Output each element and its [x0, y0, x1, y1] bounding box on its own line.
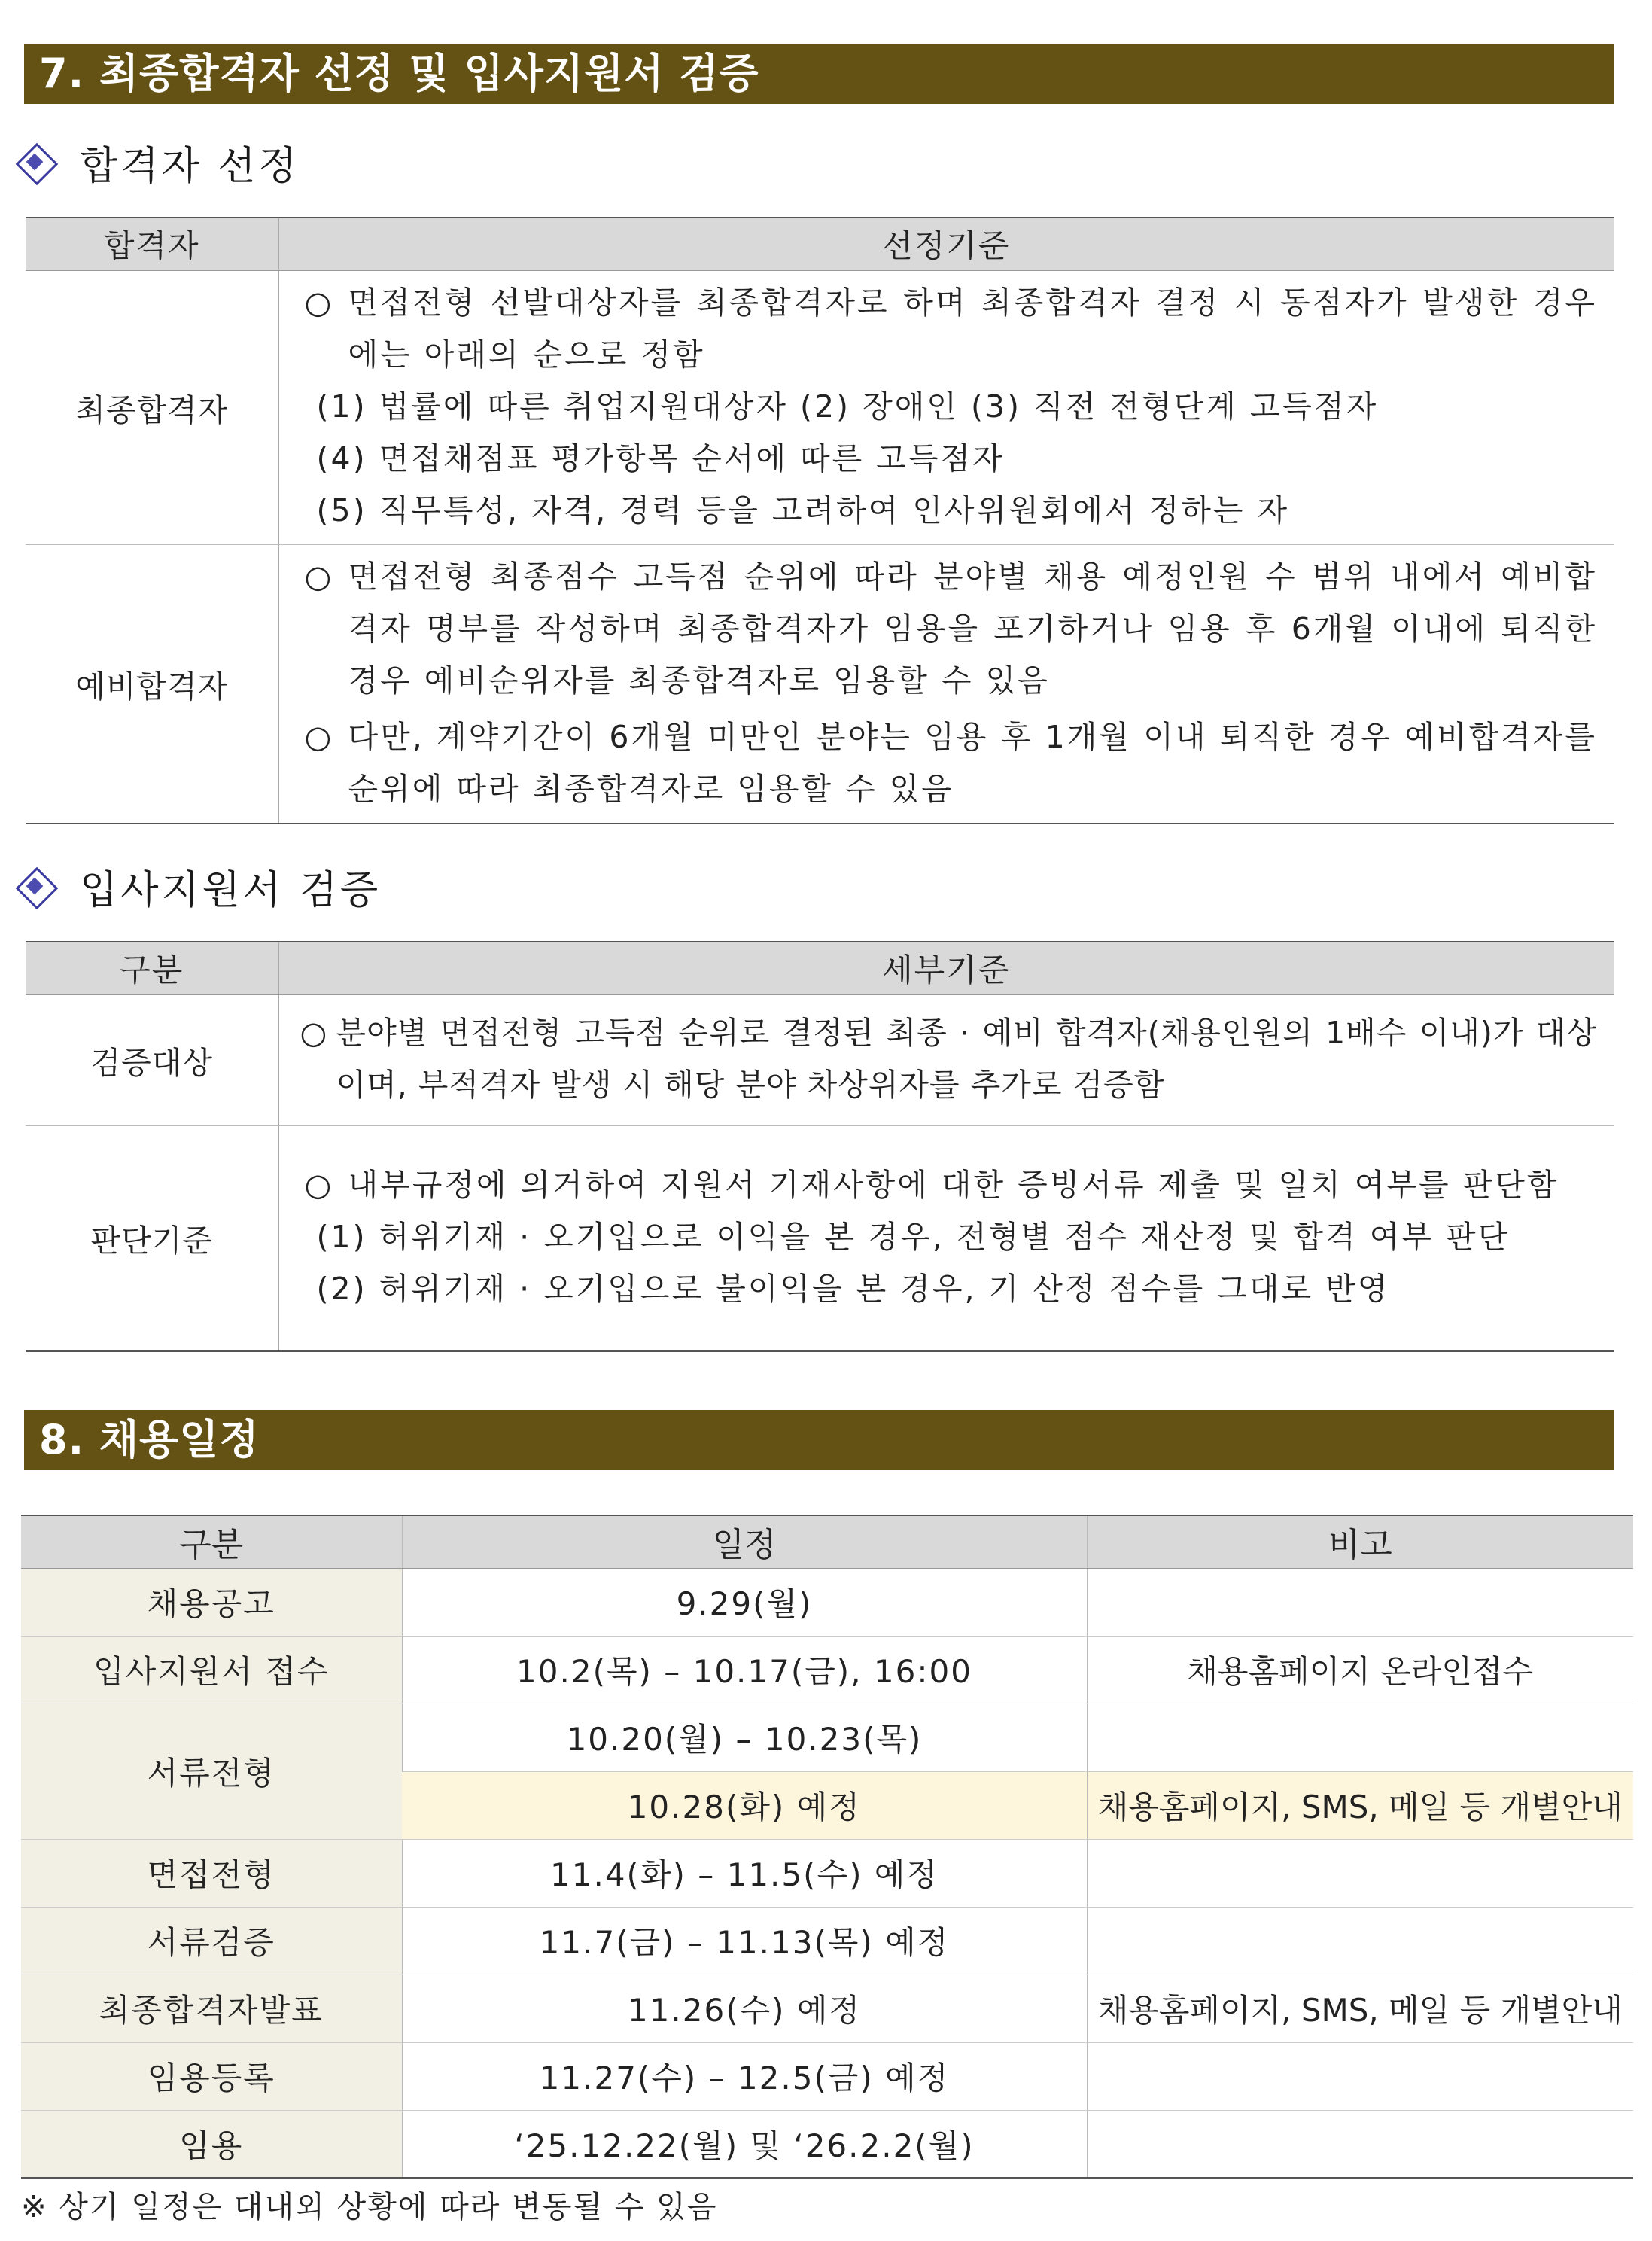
col-header-schedule: 일정 [402, 1515, 1087, 1568]
subheading-selection-text: 합격자 선정 [80, 143, 300, 189]
col-header-criteria: 선정기준 [278, 218, 1614, 270]
list-item: (4) 면접채점표 평가항목 순서에 따른 고득점자 [316, 440, 1005, 477]
list-item: (5) 직무특성, 자격, 경력 등을 고려하여 인사위원회에서 정하는 자 [316, 492, 1290, 528]
col-header-remarks: 비고 [1087, 1515, 1633, 1568]
diamond-bullet-icon [17, 868, 53, 904]
selection-table [26, 217, 1614, 824]
schedule-footnote: ※ 상기 일정은 대내외 상황에 따라 변동될 수 있음 [21, 2190, 718, 2224]
col-header-category: 구분 [21, 1515, 402, 1568]
reserve-criteria: ○ 면접전형 최종점수 고득점 순위에 따라 분야별 채용 예정인원 수 범위 내에서 예비합격자 명부를 작성하며 최종합격자가 임용을 포기하거나 임용 후 6개월 이내에 퇴직한 경우 예비순위자를 최종합격자로 임용할 수 있음 ○ 다만, 계약기간이 6개월 미만인 분야는 임용 후 1개월 이내 퇴직한 경우 예비합격자를 순위에 따라 최종합격자로 임용할 수 있음 [278, 544, 1614, 824]
table-row: 임용 ‘25.12.22(월) 및 ‘26.2.2(월) [21, 2110, 1633, 2178]
table-row [26, 1125, 1614, 1351]
col-header-category: 구분 [26, 942, 278, 994]
row-label-target: 검증대상 [26, 994, 278, 1125]
table-row: 채용공고 9.29(월) [21, 1568, 1633, 1636]
subheading-verification [17, 860, 381, 912]
subheading-verification-text: 입사지원서 검증 [80, 867, 382, 913]
table-row: 10.28(화) 예정 채용홈페이지, SMS, 메일 등 개별안내 [21, 1771, 1633, 1839]
table-row: 서류전형 10.20(월) – 10.23(목) [21, 1704, 1633, 1771]
list-item: (1) 법률에 따른 취업지원대상자 (2) 장애인 (3) 직전 전형단계 고득점자 [316, 388, 1379, 425]
subheading-selection [17, 135, 300, 188]
row-label-criteria: 판단기준 [26, 1125, 278, 1351]
table-row: 면접전형 11.4(화) – 11.5(수) 예정 [21, 1839, 1633, 1907]
final-criteria: ○ 면접전형 선발대상자를 최종합격자로 하며 최종합격자 결정 시 동점자가 발생한 경우에는 아래의 순으로 정함 (1) 법률에 따른 취업지원대상자 (2) 장애인 (3) 직전 전형단계 고득점자 (4) 면접채점표 평가항목 순서에 따른 고득점자 (5) 직무특성, 자격, 경력 등을 고려하여 인사위원회에서 정하는 자 [278, 270, 1614, 544]
table-row [26, 544, 1614, 824]
table-row [26, 994, 1614, 1125]
table-row: 입사지원서 접수 10.2(목) – 10.17(금), 16:00 채용홈페이지 온라인접수 [21, 1636, 1633, 1704]
table-row: 최종합격자발표 11.26(수) 예정 채용홈페이지, SMS, 메일 등 개별안내 [21, 1975, 1633, 2042]
col-header-pass: 합격자 [26, 218, 278, 270]
list-item: (2) 허위기재 · 오기입으로 불이익을 본 경우, 기 산정 점수를 그대로 반영 [316, 1271, 1390, 1308]
verification-table [26, 941, 1614, 1352]
diamond-bullet-icon [17, 144, 53, 180]
schedule-table [21, 1515, 1633, 2179]
section-7-title: 7. 최종합격자 선정 및 입사지원서 검증 [24, 44, 1614, 104]
judgement-criteria: ○ 내부규정에 의거하여 지원서 기재사항에 대한 증빙서류 제출 및 일치 여부를 판단함 (1) 허위기재 · 오기입으로 이익을 본 경우, 전형별 점수 재산정 및 합격 여부 판단 (2) 허위기재 · 오기입으로 불이익을 본 경우, 기 산정 점수를 그대로 반영 [278, 1125, 1614, 1351]
target-criteria: ○ 분야별 면접전형 고득점 순위로 결정된 최종 · 예비 합격자(채용인원의 1배수 이내)가 대상이며, 부적격자 발생 시 해당 분야 차상위자를 추가로 검증함 [278, 994, 1614, 1125]
table-row: 임용등록 11.27(수) – 12.5(금) 예정 [21, 2042, 1633, 2110]
row-label-final: 최종합격자 [26, 270, 278, 544]
row-label-reserve: 예비합격자 [26, 544, 278, 824]
list-item: (1) 허위기재 · 오기입으로 이익을 본 경우, 전형별 점수 재산정 및 합격 여부 판단 [316, 1219, 1511, 1256]
table-row [26, 270, 1614, 544]
section-8-title: 8. 채용일정 [24, 1410, 1614, 1470]
table-row: 서류검증 11.7(금) – 11.13(목) 예정 [21, 1907, 1633, 1975]
col-header-detail: 세부기준 [278, 942, 1614, 994]
